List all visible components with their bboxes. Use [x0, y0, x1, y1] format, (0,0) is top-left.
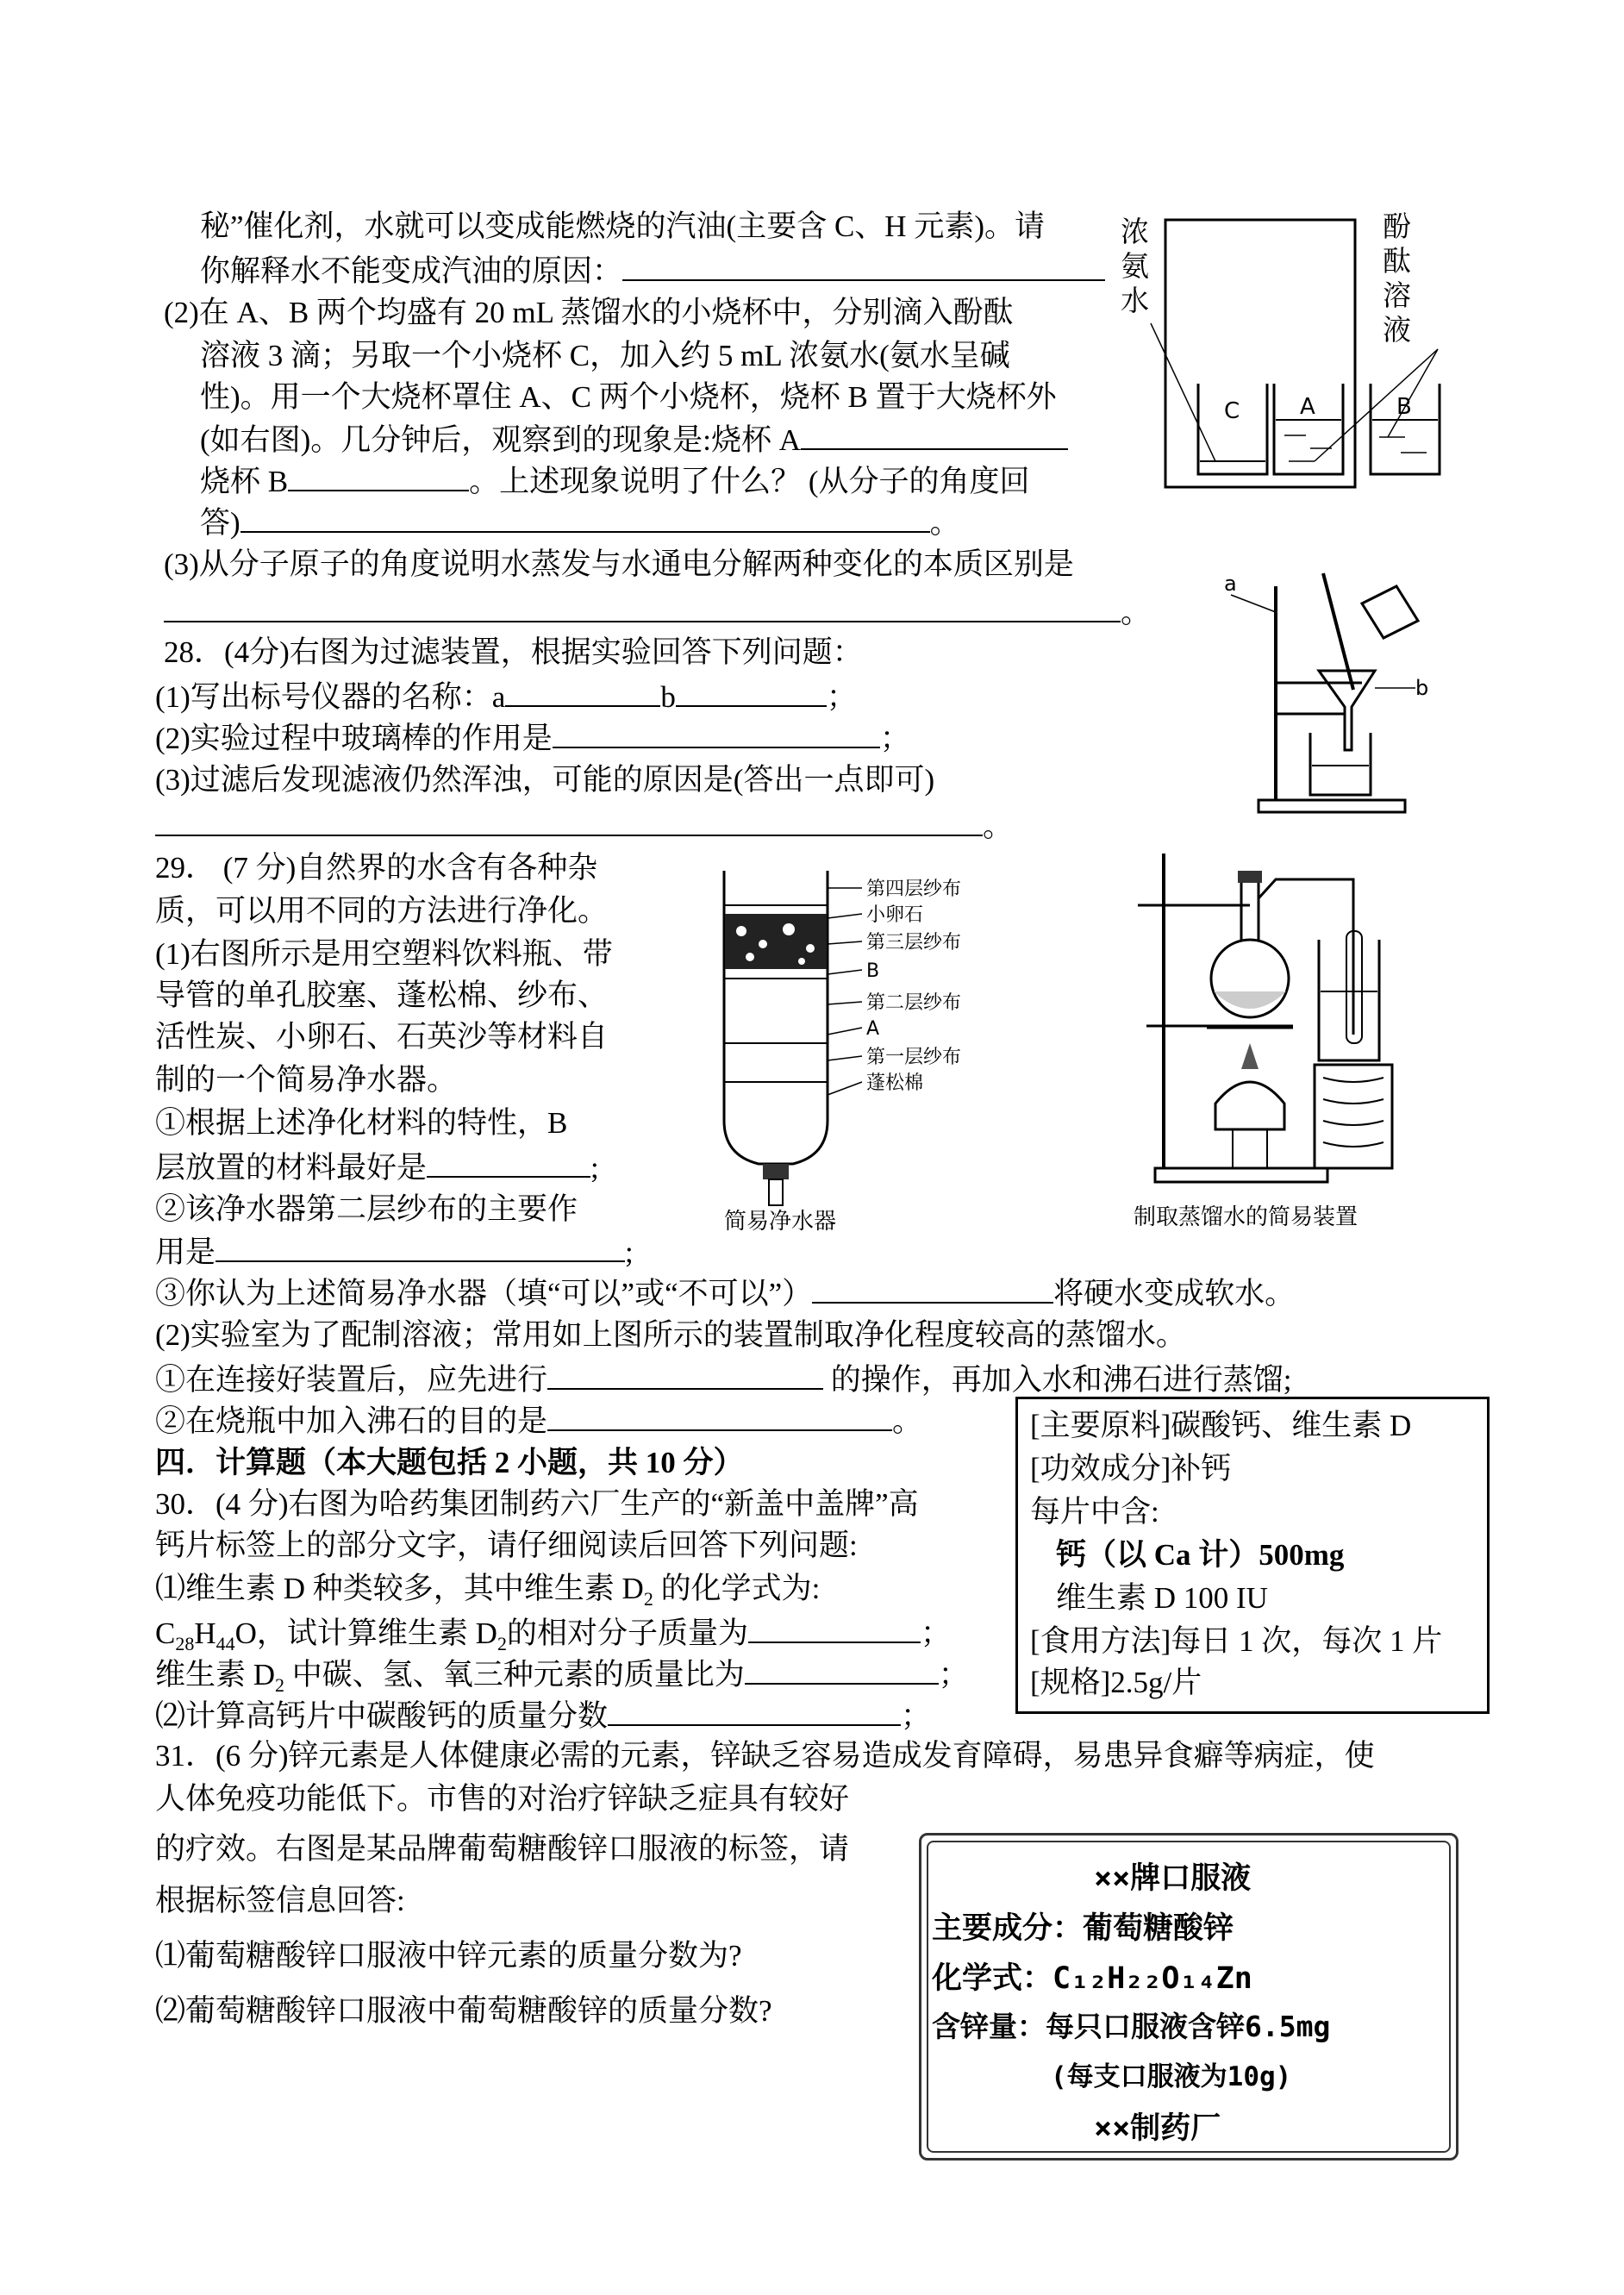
q27-line-2 [200, 250, 1105, 291]
q27-part2-line-1: (2)在 A、B 两个均盛有 20 mL 蒸馏水的小烧杯中，分别滴入酚酞 [164, 296, 1014, 329]
answer-blank[interactable] [288, 460, 469, 491]
q30-line-5c: ； [938, 1658, 969, 1692]
q28-title: 28．(4分)右图为过滤装置，根据实验回答下列问题： [164, 635, 863, 669]
q29-line-9: ②该净水器第二层纱布的主要作 [155, 1192, 578, 1226]
q27-part2-line-6 [200, 502, 960, 543]
answer-blank[interactable] [164, 591, 1121, 622]
q29-line-14b: 。 [892, 1404, 923, 1438]
q30-line-3b: 的化学式为: [653, 1572, 821, 1605]
calcium-label-row-1: [主要原料]碳酸钙、维生素 D [1030, 1409, 1412, 1442]
q30-d-sub: 2 [497, 1633, 507, 1654]
answer-blank[interactable] [427, 1147, 590, 1178]
q27-part2-line-5b: 。上述现象说明了什么？ (从分子的角度回 [469, 465, 1030, 498]
filter-label-3: B [866, 960, 880, 982]
q28-part2b: ； [879, 722, 910, 755]
label-b: b [1415, 676, 1429, 700]
q28-part1a: (1)写出标号仪器的名称：a [155, 680, 506, 714]
q30-line-5-sub: 2 [275, 1674, 285, 1696]
answer-blank[interactable] [622, 250, 1105, 281]
zinc-label-row-3: 化学式：C₁₂H₂₂O₁₄Zn [932, 1961, 1252, 1996]
q30-line-6 [155, 1695, 931, 1736]
q29-line-11 [155, 1273, 1295, 1314]
q29-line-8b: ; [590, 1151, 599, 1185]
answer-blank-a[interactable] [505, 676, 660, 707]
q31-line-5: ⑴葡萄糖酸锌口服液中锌元素的质量分数为? [155, 1939, 742, 1973]
q30-h-sub: 44 [215, 1633, 235, 1654]
answer-blank[interactable] [801, 419, 1068, 450]
q27-part2-line-5a: 烧杯 B [200, 465, 289, 498]
distillation-apparatus-figure [1121, 845, 1483, 1233]
q29-line-14a: ②在烧瓶中加入沸石的目的是 [155, 1404, 548, 1438]
answer-blank[interactable] [608, 1695, 901, 1726]
q27-part3-line-1: (3)从分子原子的角度说明水蒸发与水通电分解两种变化的本质区别是 [164, 547, 1074, 581]
q29-line-1: 29． (7 分)自然界的水含有各种杂 [155, 851, 598, 885]
q27-part3-line-2 [164, 591, 1151, 633]
q28-part3: (3)过滤后发现滤液仍然浑浊，可能的原因是(答出一点即可) [155, 763, 935, 797]
q30-line-4e: ； [920, 1617, 951, 1650]
q29-line-10 [155, 1231, 634, 1273]
ammonia-diffusion-figure [1121, 211, 1483, 496]
zinc-label-row-4: 含锌量：每只口服液含锌6.5mg [932, 2010, 1331, 2043]
q29-line-10a: 用是 [155, 1235, 216, 1269]
label-a: a [1224, 572, 1237, 596]
q28-part3-end: 。 [983, 810, 1014, 843]
q29-line-3: (1)右图所示是用空塑料饮料瓶、带 [155, 937, 613, 971]
q29-line-13 [155, 1359, 1292, 1400]
q29-line-4: 导管的单孔胶塞、蓬松棉、纱布、 [155, 979, 609, 1012]
q28-part1 [155, 676, 857, 717]
answer-blank-b[interactable] [676, 676, 827, 707]
q27-part2-line-4 [200, 419, 1068, 460]
q30-line-5b: 中碳、氢、氧三种元素的质量比为 [284, 1658, 745, 1692]
q31-line-1: 31．(6 分)锌元素是人体健康必需的元素，锌缺乏容易造成发育障碍，易患异食癖等病症，使 [155, 1739, 1375, 1773]
filtration-figure [1224, 569, 1431, 819]
q29-line-13b: 的操作，再加入水和沸石进行蒸馏; [823, 1363, 1292, 1397]
q29-line-11b: 将硬水变成软水。 [1053, 1277, 1296, 1310]
q29-line-8a: 层放置的材料最好是 [155, 1151, 428, 1185]
filter-caption: 简易净水器 [724, 1209, 837, 1235]
q30-line-6a: ⑵计算高钙片中碳酸钙的质量分数 [155, 1699, 609, 1733]
q27-part2-line-3: 性)。用一个大烧杯罩住 A、C 两个小烧杯，烧杯 B 置于大烧杯外 [200, 380, 1057, 414]
q29-line-13a: ①在连接好装置后，应先进行 [155, 1363, 548, 1397]
q30-c: C [155, 1617, 176, 1650]
q30-line-6b: ； [901, 1699, 932, 1733]
q29-line-14 [155, 1400, 922, 1441]
calcium-label-row-4: 钙（以 Ca 计）500mg [1056, 1538, 1345, 1572]
q29-line-7: ①根据上述净化材料的特性，B [155, 1106, 568, 1140]
answer-blank[interactable] [547, 1359, 823, 1390]
q28-part1c: ； [826, 680, 857, 714]
phenolphthalein-label: 酚酞溶液 [1383, 212, 1411, 347]
answer-blank[interactable] [547, 1400, 892, 1431]
zinc-oral-liquid-label [919, 1833, 1458, 2161]
q27-line-1: 秘”催化剂，水就可以变成能燃烧的汽油(主要含 C、H 元素)。请 [200, 209, 1045, 243]
q27-part2-line-2: 溶液 3 滴；另取一个小烧杯 C，加入约 5 mL 浓氨水(氨水呈碱 [200, 339, 1010, 372]
q30-line-3a: ⑴维生素 D 种类较多，其中维生素 D [155, 1572, 644, 1605]
q27-part2-line-6b: 。 [929, 506, 960, 540]
q29-line-10b: ; [625, 1235, 634, 1269]
q28-part3-answer [155, 805, 1013, 847]
calcium-label-row-6: [食用方法]每日 1 次，每次 1 片 [1030, 1624, 1443, 1658]
beaker-c-label: C [1224, 398, 1240, 424]
section-4-heading: 四．计算题（本大题包括 2 小题，共 10 分） [155, 1446, 744, 1479]
q30-line-1: 30．(4 分)右图为哈药集团制药六厂生产的“新盖中盖牌”高 [155, 1487, 919, 1521]
q28-part2a: (2)实验过程中玻璃棒的作用是 [155, 722, 553, 755]
q29-line-8 [155, 1147, 599, 1188]
calcium-tablet-label-box [1015, 1397, 1490, 1714]
zinc-label-row-6: ××制药厂 [1094, 2111, 1221, 2146]
answer-blank[interactable] [215, 1231, 625, 1262]
q30-line-5a: 维生素 D [155, 1658, 276, 1692]
q31-line-6: ⑵葡萄糖酸锌口服液中葡萄糖酸锌的质量分数? [155, 1994, 772, 2028]
q29-line-11a: ③你认为上述简易净水器（填“可以”或“不可以”） [155, 1277, 813, 1310]
concentrated-ammonia-label: 浓氨水 [1121, 217, 1149, 317]
q31-line-4: 根据标签信息回答: [155, 1884, 405, 1917]
answer-blank[interactable] [155, 805, 983, 836]
beaker-b-label: B [1396, 394, 1412, 420]
q30-line-4d: 的相对分子质量为 [506, 1617, 748, 1650]
filter-label-6: 第一层纱布 [866, 1047, 962, 1068]
q30-c-sub: 28 [175, 1633, 195, 1654]
answer-blank[interactable] [812, 1273, 1053, 1304]
q28-part1b: b [660, 680, 676, 714]
q29-line-2: 质，可以用不同的方法进行净化。 [155, 894, 609, 928]
zinc-label-row-5: (每支口服液为10g) [1051, 2061, 1292, 2092]
q27-part2-line-5 [200, 460, 1030, 502]
filter-label-0: 第四层纱布 [866, 879, 962, 900]
q30-line-4c: O，试计算维生素 D [234, 1617, 497, 1650]
q28-part2 [155, 717, 910, 759]
q30-line-3-sub: 2 [643, 1588, 653, 1610]
answer-blank[interactable] [553, 717, 880, 748]
q27-part2-line-4-text: (如右图)。几分钟后，观察到的现象是:烧杯 A [200, 423, 802, 457]
calcium-label-row-3: 每片中含: [1030, 1495, 1159, 1529]
filter-label-7: 蓬松棉 [866, 1072, 924, 1094]
q27-line-2-text: 你解释水不能变成汽油的原因： [200, 254, 623, 288]
q27-part3-end: 。 [1121, 596, 1152, 629]
answer-blank[interactable] [745, 1654, 939, 1685]
filter-label-1: 小卵石 [866, 904, 924, 926]
filter-label-2: 第三层纱布 [866, 932, 962, 954]
zinc-label-row-1: ××牌口服液 [1094, 1861, 1252, 1896]
q30-h: H [194, 1617, 216, 1650]
calcium-label-row-2: [功效成分]补钙 [1030, 1452, 1232, 1485]
calcium-label-row-7: [规格]2.5g/片 [1030, 1666, 1202, 1699]
q29-line-12: (2)实验室为了配制溶液；常用如上图所示的装置制取净化程度较高的蒸馏水。 [155, 1318, 1186, 1352]
q29-line-6: 制的一个简易净水器。 [155, 1063, 458, 1097]
q31-line-2: 人体免疫功能低下。市售的对治疗锌缺乏症具有较好 [155, 1782, 850, 1816]
answer-blank[interactable] [240, 502, 930, 533]
filter-label-5: A [866, 1018, 880, 1040]
answer-blank[interactable] [748, 1612, 921, 1643]
q30-line-2: 钙片标签上的部分文字，请仔细阅读后回答下列问题: [155, 1529, 858, 1562]
q29-line-5: 活性炭、小卵石、石英沙等材料自 [155, 1020, 609, 1054]
beaker-a-label: A [1300, 394, 1315, 420]
filter-label-4: 第二层纱布 [866, 992, 962, 1014]
calcium-label-row-5: 维生素 D 100 IU [1056, 1581, 1268, 1615]
q27-part2-line-6a: 答) [200, 506, 240, 540]
simple-water-purifier-figure [707, 862, 1034, 1241]
zinc-label-row-2: 主要成分：葡萄糖酸锌 [932, 1911, 1234, 1946]
q31-line-3: 的疗效。右图是某品牌葡萄糖酸锌口服液的标签，请 [155, 1832, 850, 1866]
distill-caption: 制取蒸馏水的简易装置 [1134, 1204, 1359, 1230]
